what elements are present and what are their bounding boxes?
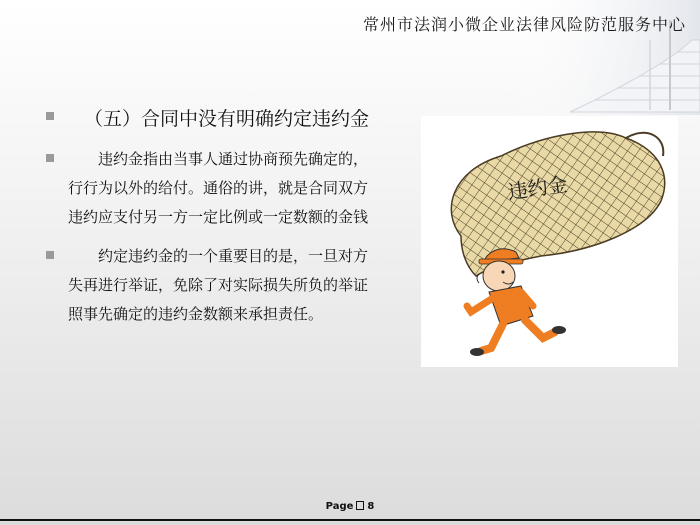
paragraph-2 — [46, 245, 426, 325]
paragraph-line: 约定违约金的一个重要目的是，一旦对方 — [68, 247, 369, 265]
net-mesh — [421, 116, 678, 316]
bullet-icon — [46, 154, 54, 162]
page-box-icon — [356, 501, 364, 510]
page-number: 8 — [367, 501, 375, 512]
paragraph-line: 照事先确定的违约金数额来承担责任。 — [68, 305, 324, 323]
paragraph-line: 违约应支付另一方一定比例或一定数额的金钱 — [68, 208, 369, 226]
page-footer — [0, 501, 700, 512]
paragraph-1 — [46, 148, 426, 228]
page-label: Page — [325, 501, 354, 512]
illustration-svg — [421, 116, 678, 367]
paragraph-line: 违约金指由当事人通过协商预先确定的， — [68, 150, 369, 168]
paragraph-line: 行行为以外的给付。通俗的讲，就是合同双方 — [68, 179, 369, 197]
header-title: 常州市法润小微企业法律风险防范服务中心 — [362, 15, 686, 34]
net-chase-illustration — [421, 116, 678, 367]
paragraph-line: 失再进行举证，免除了对实际损失所负的举证 — [68, 276, 369, 294]
bullet-icon — [46, 112, 54, 120]
section-heading-text: （五）合同中没有明确约定违约金 — [84, 108, 370, 130]
net-label: 违约金 — [506, 171, 570, 205]
bottom-rule — [0, 519, 700, 521]
bullet-icon — [46, 251, 54, 259]
